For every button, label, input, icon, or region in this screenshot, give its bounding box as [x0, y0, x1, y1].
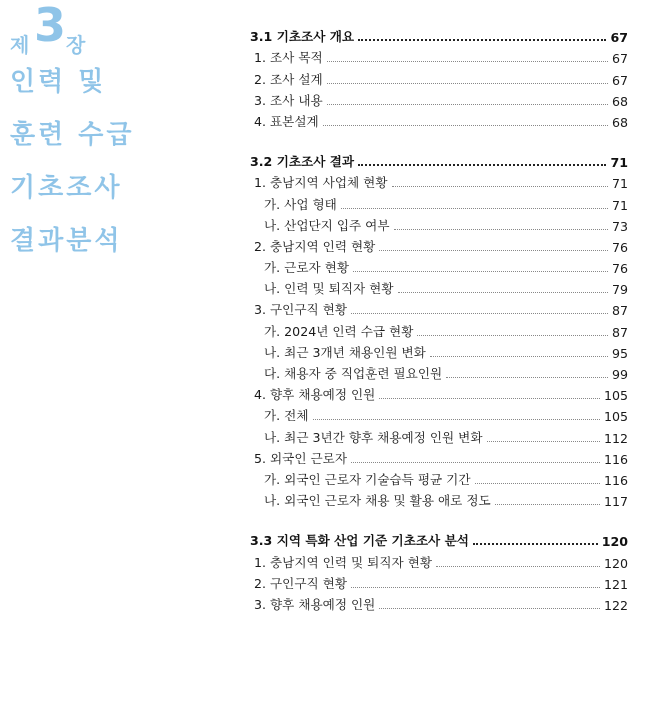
toc-entry-title: 나. 산업단지 입주 여부: [264, 217, 390, 233]
chapter-heading: [10, 0, 135, 57]
toc-entry-title: 4. 표본설계: [254, 113, 319, 129]
toc-entry[interactable]: [250, 213, 628, 234]
dot-leader: [313, 419, 600, 420]
page-number: 76: [611, 239, 628, 255]
dot-leader: [358, 39, 606, 41]
page-number: 120: [603, 555, 628, 571]
dot-leader: [436, 566, 600, 567]
toc-entry-title: 가. 전체: [264, 408, 309, 424]
dot-leader: [351, 313, 608, 314]
toc-entry[interactable]: [250, 403, 628, 424]
toc-entry[interactable]: [250, 297, 628, 318]
dot-leader: [341, 208, 608, 209]
toc-entry[interactable]: [250, 45, 628, 66]
toc-entry-title: 나. 최근 3개년 채용인원 변화: [264, 344, 426, 360]
dot-leader: [417, 335, 608, 336]
dot-leader: [475, 483, 600, 484]
page-number: 67: [611, 51, 628, 67]
chapter-suffix: 장: [66, 33, 86, 57]
chapter-title-line: 기초조사: [10, 173, 123, 203]
page-number: 116: [603, 472, 628, 488]
toc-entry[interactable]: [250, 276, 628, 297]
toc-entry[interactable]: [250, 446, 628, 467]
page-number: 67: [611, 72, 628, 88]
page-number: 87: [611, 324, 628, 340]
toc-entry-title: 3.3 지역 특화 산업 기준 기초조사 분석: [250, 533, 469, 549]
toc-section: [250, 528, 628, 613]
toc-entry-title: 3.1 기초조사 개요: [250, 29, 355, 45]
toc-entry-title: 나. 최근 3년간 향후 채용예정 인원 변화: [264, 429, 483, 445]
toc-entry[interactable]: [250, 66, 628, 87]
page-number: 71: [610, 155, 628, 171]
toc-entry-title: 2. 구인구직 현황: [254, 575, 348, 591]
toc-entry[interactable]: [250, 234, 628, 255]
toc-entry-title: 가. 외국인 근로자 기술습득 평균 기간: [264, 471, 471, 487]
dot-leader: [430, 356, 608, 357]
toc-entry-title: 가. 근로자 현황: [264, 260, 350, 276]
toc-entry-title: 2. 조사 설계: [254, 71, 323, 87]
page-number: 121: [603, 576, 628, 592]
toc-section-heading[interactable]: [250, 528, 628, 549]
toc-entry-title: 5. 외국인 근로자: [254, 450, 348, 466]
toc-section: [250, 24, 628, 130]
toc-entry[interactable]: [250, 191, 628, 212]
toc-section: [250, 149, 628, 509]
toc-entry[interactable]: [250, 488, 628, 509]
page-number: 68: [611, 114, 628, 130]
toc-section-heading[interactable]: [250, 24, 628, 45]
dot-leader: [394, 229, 608, 230]
dot-leader: [379, 398, 600, 399]
dot-leader: [446, 377, 608, 378]
dot-leader: [487, 441, 600, 442]
toc-entry-title: 1. 조사 목적: [254, 50, 323, 66]
dot-leader: [392, 186, 608, 187]
toc-entry[interactable]: [250, 170, 628, 191]
chapter-title-line: 인력 및: [10, 67, 107, 97]
chapter-prefix: 제: [10, 33, 30, 57]
dot-leader: [351, 462, 600, 463]
toc-entry-title: 1. 충남지역 인력 및 퇴직자 현황: [254, 554, 433, 570]
toc-entry[interactable]: [250, 424, 628, 445]
toc-entry[interactable]: [250, 109, 628, 130]
dot-leader: [323, 125, 608, 126]
toc-entry-title: 나. 외국인 근로자 채용 및 활용 애로 정도: [264, 493, 491, 509]
toc-entry[interactable]: [250, 318, 628, 339]
dot-leader: [379, 608, 600, 609]
toc-entry-title: 4. 향후 채용예정 인원: [254, 387, 376, 403]
page-number: 71: [611, 176, 628, 192]
page-number: 120: [601, 534, 628, 550]
toc-entry-title: 가. 2024년 인력 수급 현황: [264, 323, 414, 339]
page-number: 99: [611, 367, 628, 382]
toc-entry-title: 2. 충남지역 인력 현황: [254, 238, 376, 254]
dot-leader: [353, 271, 608, 272]
dot-leader: [379, 250, 608, 251]
dot-leader: [358, 164, 606, 166]
toc-entry[interactable]: [250, 88, 628, 109]
toc-entry-title: 3.2 기초조사 결과: [250, 154, 355, 170]
chapter-title-block: [10, 0, 135, 256]
page-number: 117: [603, 494, 628, 510]
page-number: 73: [611, 218, 628, 234]
toc-entry[interactable]: [250, 592, 628, 613]
page-number: 76: [611, 261, 628, 277]
page-number: 95: [611, 345, 628, 361]
page-number: 87: [611, 303, 628, 319]
page-number: 79: [611, 282, 628, 298]
dot-leader: [351, 587, 600, 588]
dot-leader: [327, 83, 608, 84]
toc-entry[interactable]: [250, 467, 628, 488]
table-of-contents: [250, 24, 628, 632]
chapter-number: 3: [34, 0, 67, 52]
dot-leader: [327, 61, 608, 62]
page-number: 68: [611, 93, 628, 109]
page-number: 112: [603, 430, 628, 446]
dot-leader: [495, 504, 600, 505]
dot-leader: [398, 292, 608, 293]
toc-entry[interactable]: [250, 255, 628, 276]
dot-leader: [473, 543, 598, 545]
page-number: 116: [603, 451, 628, 467]
page-number: 122: [603, 597, 628, 613]
toc-entry-title: 가. 사업 형태: [264, 196, 337, 212]
toc-entry-title: 나. 인력 및 퇴직자 현황: [264, 281, 394, 297]
page-number: 67: [610, 30, 628, 46]
toc-entry[interactable]: [250, 382, 628, 403]
chapter-title-line: 결과분석: [10, 226, 123, 256]
toc-entry-title: 다. 채용자 중 직업훈련 필요인원: [264, 366, 443, 381]
page-number: 71: [611, 197, 628, 213]
chapter-title-line: 훈련 수급: [10, 120, 135, 150]
toc-entry-title: 3. 향후 채용예정 인원: [254, 596, 376, 612]
toc-entry[interactable]: [250, 340, 628, 361]
page-number: 105: [603, 409, 628, 425]
toc-entry-title: 1. 충남지역 사업체 현황: [254, 175, 388, 191]
toc-entry[interactable]: [250, 361, 628, 382]
toc-entry[interactable]: [250, 549, 628, 570]
toc-entry-title: 3. 조사 내용: [254, 92, 323, 108]
toc-section-heading[interactable]: [250, 149, 628, 170]
toc-entry-title: 3. 구인구직 현황: [254, 302, 348, 318]
toc-entry[interactable]: [250, 571, 628, 592]
dot-leader: [327, 104, 608, 105]
page-number: 105: [603, 388, 628, 404]
